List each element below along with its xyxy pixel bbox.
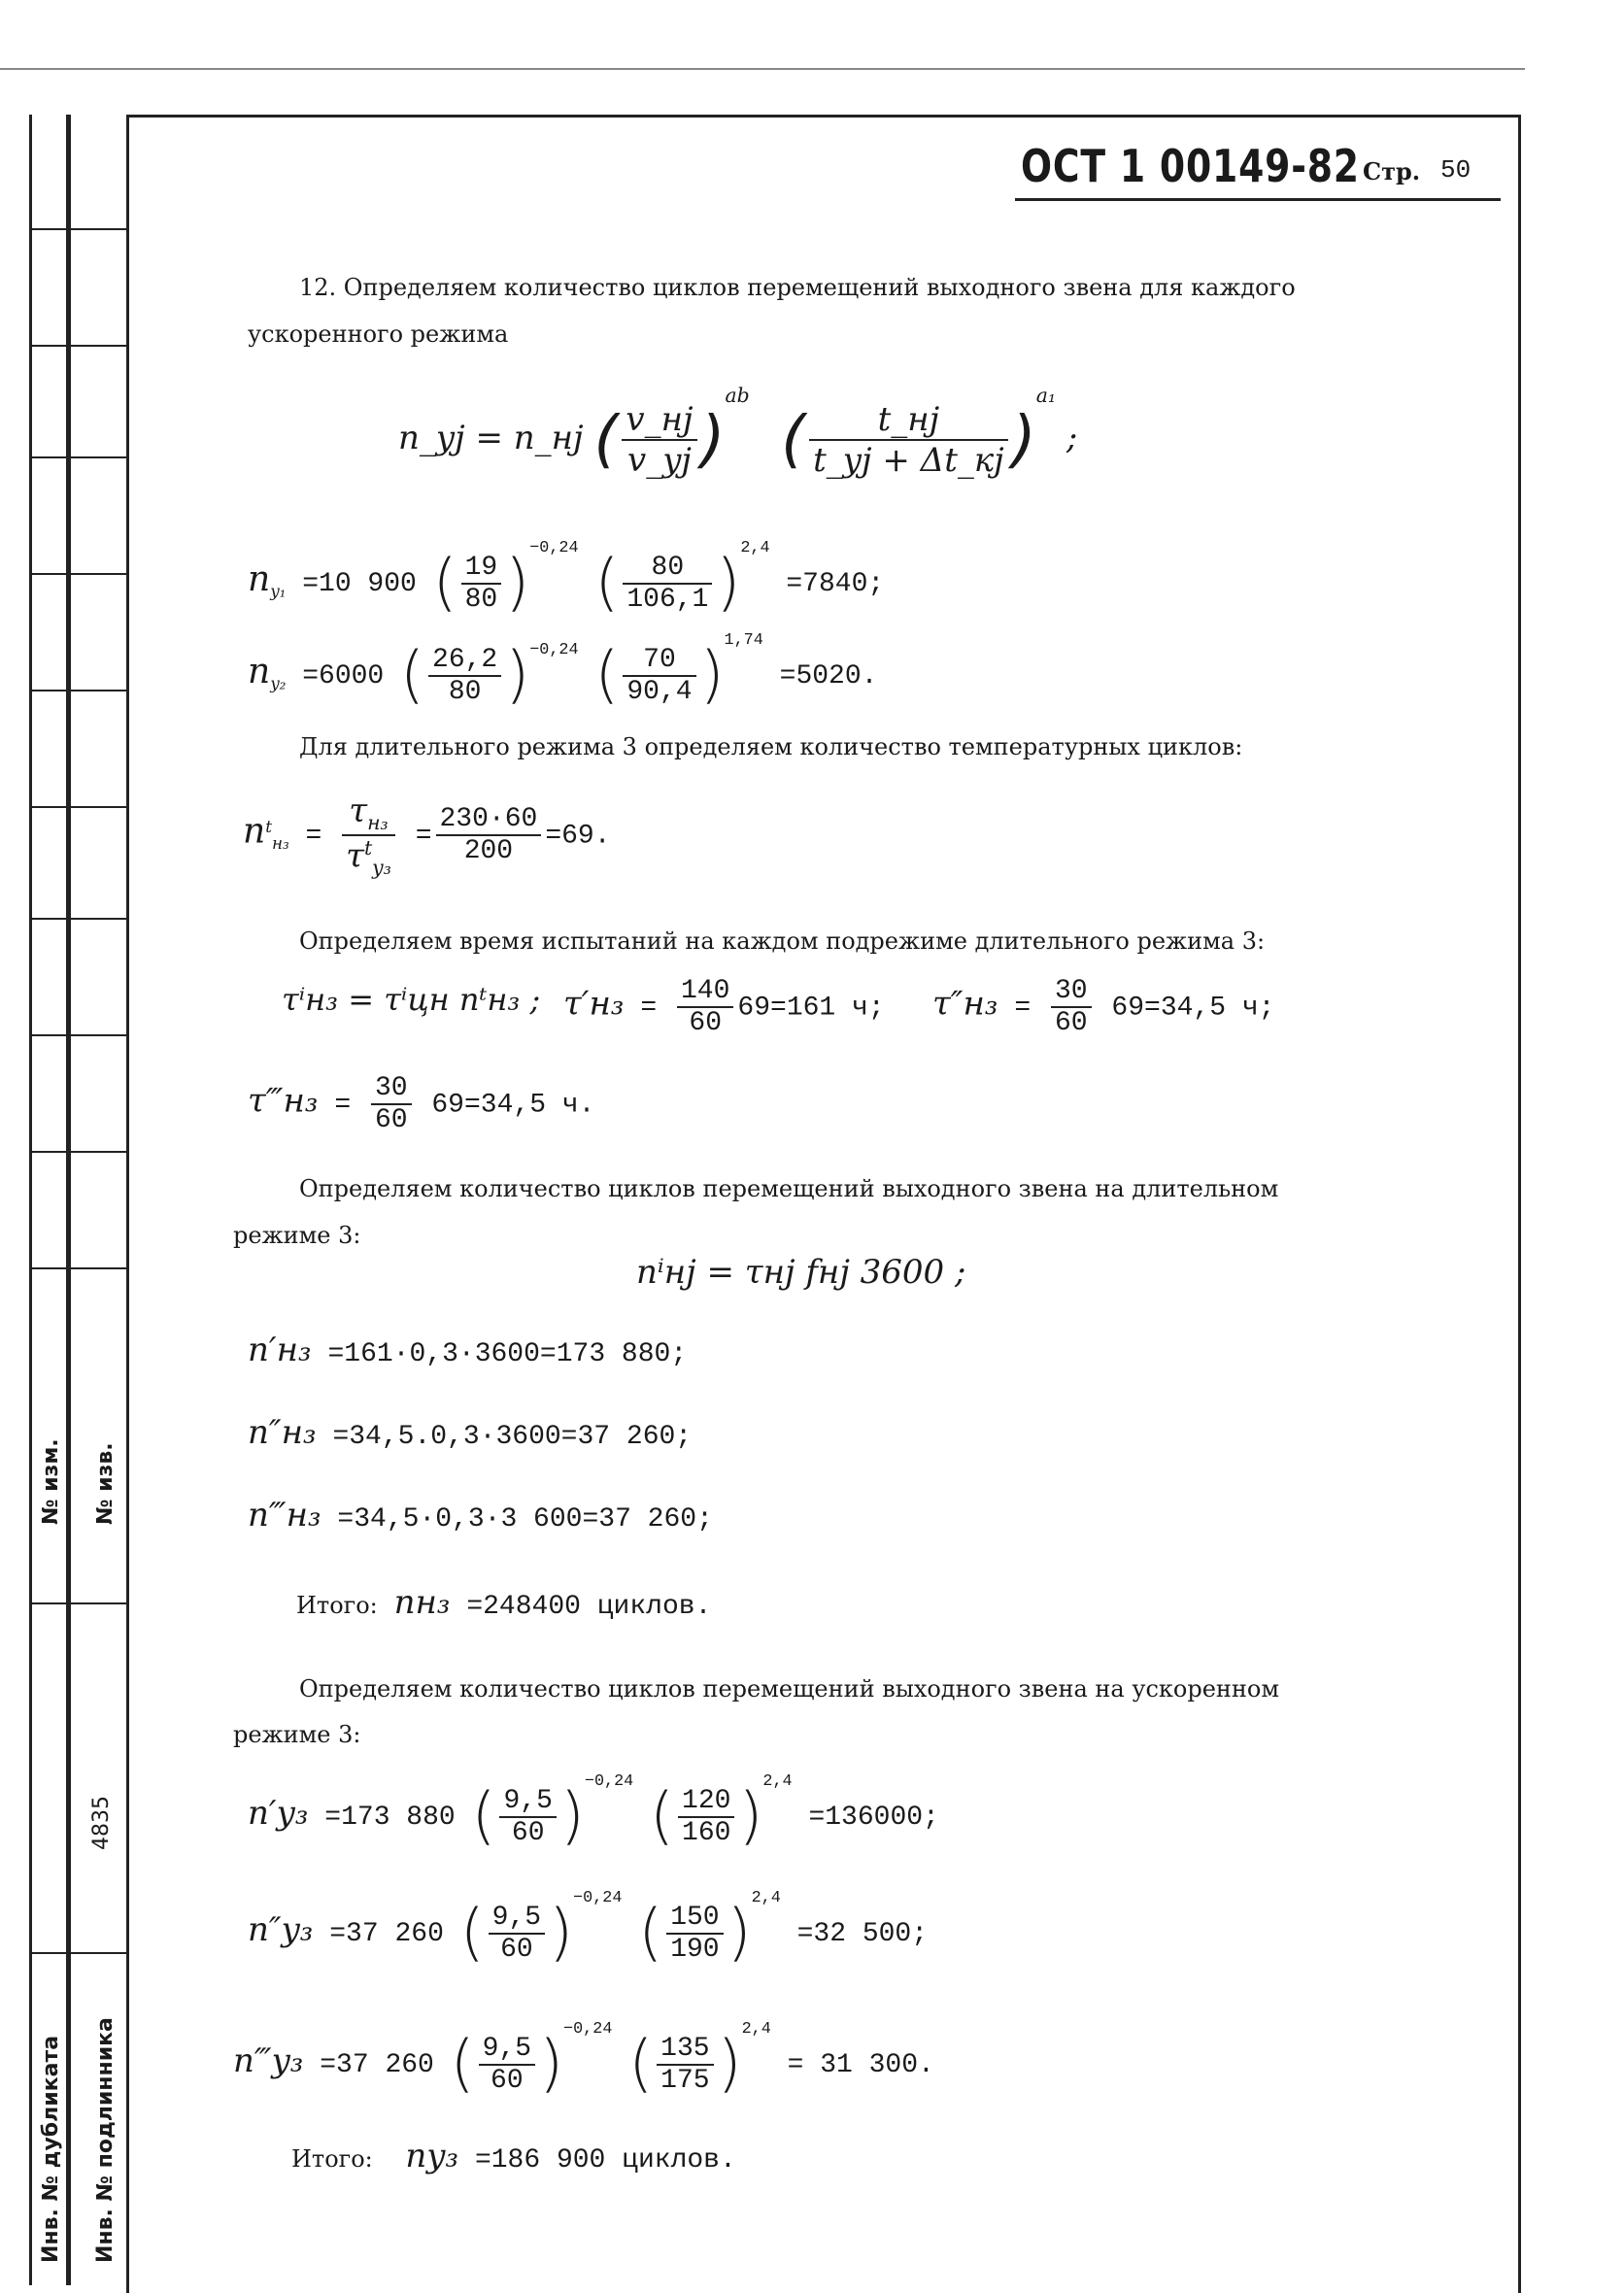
- stamp-divider: [29, 806, 126, 808]
- general-cycle-formula: n_yj = n_нj ( $\frac{v\_нj}{v\_yj}$ )$^{ab}$ ( $\frac{t\_нj}{t\_yj + \Delta t\_кj}$ )$^{a_1}$ ;: [398, 384, 1078, 480]
- stamp-divider: [29, 228, 126, 230]
- stamp-divider: [29, 918, 126, 920]
- duplicate-inv-label: Инв. № дубликата: [39, 2035, 63, 2263]
- stamp-divider: [29, 1952, 126, 1954]
- ny3-3-equation: n‴y₃ =37 260 ( $\frac{9,5}{60}$ )$^{-0,24}$ ( $\frac{135}{175}$ )$^{2,4}$ = 31 300.: [233, 2020, 934, 2101]
- cycles-long-line2: режиме 3:: [233, 1222, 361, 1249]
- stamp-column-inner: [66, 115, 129, 2285]
- temperature-cycles-equation: $n^t_{н_3}$ = $\frac{\tau_{н_3}}{\tau^t_{y_3}}$ = $\frac{230\cdot 60}{200}$ =69.: [243, 792, 611, 879]
- scan-edge-line: [0, 68, 1525, 70]
- ny2-equation: $n_{y_2} =6000$ ( $\frac{26,2}{80}$ )$^{-0,24}$ ( $\frac{70}{90,4}$ )$^{1,74}$ =5020.: [248, 631, 878, 712]
- test-time-text: Определяем время испытаний на каждом подрежиме длительного режима 3:: [299, 927, 1266, 955]
- paragraph-12-line2: ускоренного режима: [248, 320, 509, 348]
- document-header: [1015, 136, 1501, 201]
- cycles-acc-line2: режиме 3:: [233, 1721, 361, 1748]
- cycles-acc-line1: Определяем количество циклов перемещений выходного звена на ускоренном: [299, 1675, 1280, 1703]
- inv-number: 4835: [89, 1796, 114, 1850]
- ny1-equation: $n_{y_1} =10$ 900 ( $\frac{19}{80}$ )$^{-0,24}$ ( $\frac{80}{106,1}$ )$^{2,4}$ =7840;: [248, 539, 885, 620]
- total-long-cycles: Итого: nн₃ =248400 циклов.: [296, 1583, 712, 1622]
- stamp-divider: [29, 456, 126, 458]
- nh2-equation: n″н₃ =34,5.0,3·3600=37 260;: [248, 1413, 693, 1452]
- stamp-divider: [29, 1151, 126, 1153]
- stamp-divider: [29, 1602, 126, 1604]
- document-code: ОСТ 1 00149-82: [1021, 140, 1360, 192]
- stamp-divider: [29, 1034, 126, 1036]
- cycles-formula: nⁱнj = τнj fнj 3600 ;: [636, 1253, 966, 1292]
- paragraph-12-line1: 12. Определяем количество циклов перемещений выходного звена для каждого: [299, 274, 1296, 301]
- tau3-equation: τ‴н₃ = $\frac{30}{60}$ 69=34,5 ч.: [248, 1073, 595, 1135]
- tau2-equation: τ″н₃ = $\frac{30}{60}$ 69=34,5 ч;: [932, 976, 1275, 1038]
- total-accelerated-cycles: Итого: ny₃ =186 900 циклов.: [291, 2137, 736, 2175]
- page-number: 50: [1440, 155, 1472, 185]
- original-inv-label: Инв. № подлинника: [93, 2017, 118, 2263]
- ny3-2-equation: n″y₃ =37 260 ( $\frac{9,5}{60}$ )$^{-0,24}$ ( $\frac{150}{190}$ )$^{2,4}$ =32 500;: [248, 1889, 929, 1970]
- page-label: Стр.: [1363, 157, 1421, 185]
- ny3-1-equation: n′y₃ =173 880 ( $\frac{9,5}{60}$ )$^{-0,24}$ ( $\frac{120}{160}$ )$^{2,4}$ =136000;: [248, 1772, 939, 1853]
- stamp-divider: [29, 345, 126, 347]
- stamp-column-outer: [29, 115, 71, 2285]
- stamp-divider: [29, 573, 126, 575]
- notice-no-label: № изв.: [93, 1442, 118, 1525]
- long-mode-text: Для длительного режима 3 определяем количество температурных циклов:: [299, 733, 1243, 760]
- nh3-equation: n‴н₃ =34,5·0,3·3 600=37 260;: [248, 1496, 713, 1534]
- change-no-label: № изм.: [39, 1438, 63, 1525]
- stamp-divider: [29, 690, 126, 691]
- cycles-long-line1: Определяем количество циклов перемещений выходного звена на длительном: [299, 1175, 1279, 1202]
- stamp-divider: [29, 1267, 126, 1269]
- nh1-equation: n′н₃ =161·0,3·3600=173 880;: [248, 1331, 688, 1369]
- tau-general-formula: τⁱн₃ = τⁱцн nᵗн₃ ;: [282, 981, 541, 1018]
- tau1-equation: τ′н₃ = $\frac{140}{60}$ 69=161 ч;: [563, 976, 885, 1038]
